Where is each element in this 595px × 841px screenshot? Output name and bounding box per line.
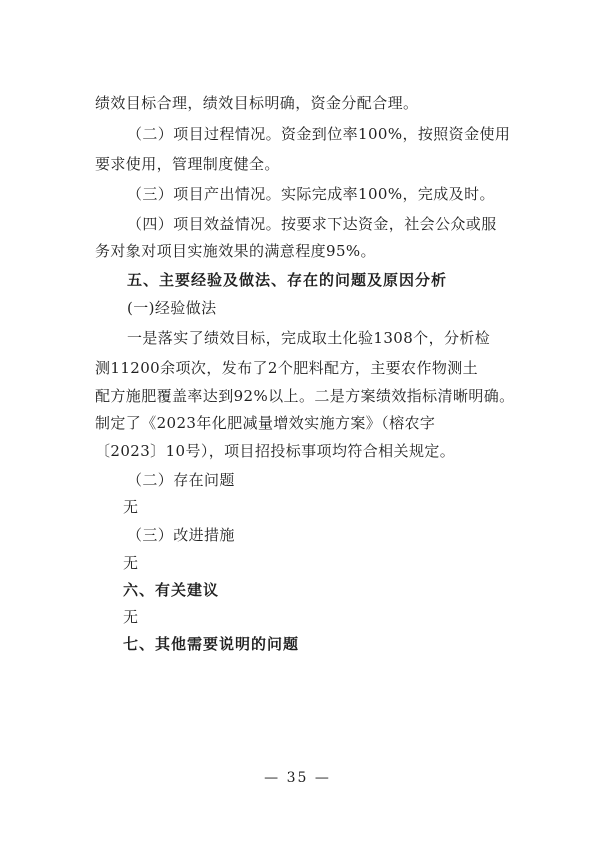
paragraph-line: 〔2023〕10号），项目招投标事项均符合相关规定。 <box>95 442 456 460</box>
section-heading: 五、主要经验及做法、存在的问题及原因分析 <box>127 271 448 289</box>
subsection-heading: （二）存在问题 <box>127 471 235 489</box>
paragraph-line: （二）项目过程情况。资金到位率100%，按照资金使用 <box>127 125 511 143</box>
paragraph-line: 要求使用，管理制度健全。 <box>95 155 280 173</box>
paragraph-line: 无 <box>123 608 139 626</box>
paragraph-line: 无 <box>123 498 139 516</box>
section-heading: 七、其他需要说明的问题 <box>123 635 300 653</box>
paragraph-line: 测11200余项次，发布了2个肥料配方，主要农作物测土 <box>95 359 479 377</box>
section-heading: 六、有关建议 <box>123 581 220 599</box>
paragraph-line: 务对象对项目实施效果的满意程度95%。 <box>95 242 376 260</box>
paragraph-line: 配方施肥覆盖率达到92%以上。二是方案绩效指标清晰明确。 <box>95 387 515 405</box>
subsection-heading: （三）改进措施 <box>127 526 235 544</box>
paragraph-line: 无 <box>123 554 139 572</box>
page-number: — 35 — <box>264 770 331 786</box>
paragraph-line: 一是落实了绩效目标，完成取土化验1308个，分析检 <box>127 329 491 347</box>
paragraph-line: （三）项目产出情况。实际完成率100%，完成及时。 <box>127 185 495 203</box>
paragraph-line: 绩效目标合理，绩效目标明确，资金分配合理。 <box>95 94 419 112</box>
paragraph-line: （四）项目效益情况。按要求下达资金，社会公众或服 <box>127 215 497 233</box>
paragraph-line: 制定了《2023年化肥减量增效实施方案》（榕农字 <box>95 414 436 432</box>
subsection-heading: (一)经验做法 <box>127 299 217 317</box>
